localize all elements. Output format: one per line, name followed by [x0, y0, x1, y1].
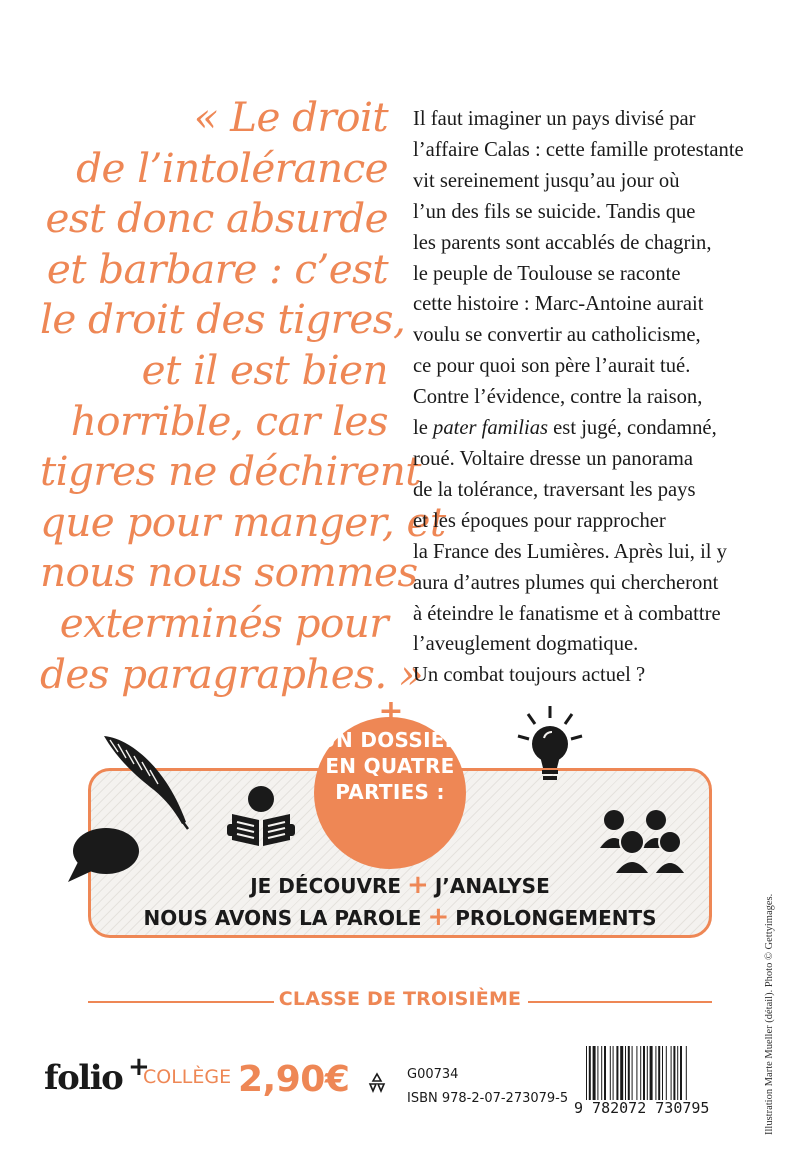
part-label: NOUS AVONS LA PAROLE — [143, 906, 422, 930]
summary-line: Il faut imaginer un pays divisé par — [413, 108, 696, 130]
quote-line: tigres ne déchirent — [40, 447, 421, 496]
plus-separator: + — [407, 870, 429, 900]
part-label: PROLONGEMENTS — [455, 906, 657, 930]
quote-line: et il est bien — [141, 345, 388, 394]
summary-italic-term: pater familias — [433, 417, 549, 440]
badge-line: UN DOSSIER — [319, 728, 461, 752]
summary-line: l’aveuglement dogmatique. — [413, 633, 639, 656]
summary-line: Contre l’évidence, contre la raison, — [413, 386, 703, 409]
quote-line: horrible, car les — [70, 396, 388, 445]
quote-line: nous nous sommes — [40, 548, 418, 597]
quote-line: est donc absurde — [45, 194, 388, 243]
badge-line: PARTIES : — [335, 780, 445, 804]
summary-line: roué. Voltaire dresse un panorama — [413, 447, 694, 470]
part-label: J’ANALYSE — [434, 874, 550, 898]
quote-line: de l’intolérance — [76, 143, 388, 192]
isbn: ISBN 978-2-07-273079-5 — [407, 1091, 569, 1106]
dossier-badge-label — [314, 727, 466, 805]
image-credit: Illustration Marte Mueller (détail). Photo © Gettyimages. — [764, 893, 775, 1135]
product-code: G00734 — [407, 1067, 459, 1082]
part-label: JE DÉCOUVRE — [250, 874, 402, 898]
pull-quote — [40, 92, 446, 699]
badge-line: EN QUATRE — [325, 754, 455, 778]
summary-line: le peuple de Toulouse se raconte — [413, 262, 681, 285]
plus-separator: + — [427, 902, 450, 932]
summary-line-prefix: le — [413, 417, 434, 440]
dossier-parts-row-2 — [88, 902, 712, 932]
folio-plus-mark: + — [128, 1052, 150, 1082]
class-level: CLASSE DE TROISIÈME — [278, 988, 522, 1010]
summary-line-suffix: est jugé, condamné, — [548, 417, 717, 440]
reader-icon — [226, 784, 296, 848]
plus-icon: + — [378, 694, 404, 729]
dossier-parts-row-1 — [88, 870, 712, 900]
quote-line: que pour manger, et — [40, 497, 446, 546]
summary-line: Un combat toujours actuel ? — [413, 664, 646, 687]
summary-line: aura d’autres plumes qui chercheront — [413, 571, 719, 594]
summary-line: l’un des fils se suicide. Tandis que — [413, 200, 696, 223]
summary-line: voulu se convertir au catholicisme, — [413, 324, 701, 347]
summary-line: à éteindre le fanatisme et à combattre — [413, 602, 721, 625]
quill-icon — [96, 730, 196, 830]
barcode-number: 9 782072 730795 — [574, 1099, 710, 1117]
lightbulb-icon — [514, 704, 586, 784]
group-icon — [596, 808, 688, 874]
summary-line: cette histoire : Marc-Antoine aurait — [413, 293, 704, 316]
summary-line: la France des Lumières. Après lui, il y — [413, 540, 727, 563]
summary-line: l’affaire Calas : cette famille protestante — [413, 138, 744, 161]
summary-line: de la tolérance, traversant les pays — [413, 478, 696, 501]
quote-line: « Le droit — [193, 93, 388, 141]
quote-line: des paragraphes. » — [40, 649, 424, 698]
quote-line: le droit des tigres, — [40, 295, 406, 344]
quote-line: exterminés pour — [59, 598, 388, 647]
quote-line: et barbare : c’est — [46, 244, 388, 293]
summary-line: vit sereinement jusqu’au jour où — [413, 169, 680, 192]
summary-line — [413, 413, 773, 444]
price: 2,90€ — [238, 1059, 350, 1100]
folio-logo: folio — [44, 1058, 123, 1098]
collection-label: COLLÈGE — [143, 1066, 232, 1088]
barcode — [586, 1046, 722, 1100]
recycle-icon — [367, 1072, 387, 1094]
summary-line: ce pour quoi son père l’aurait tué. — [413, 355, 691, 378]
summary-line: et les époques pour rapprocher — [413, 509, 666, 532]
summary-line: les parents sont accablés de chagrin, — [413, 231, 712, 254]
summary-text — [413, 104, 773, 691]
